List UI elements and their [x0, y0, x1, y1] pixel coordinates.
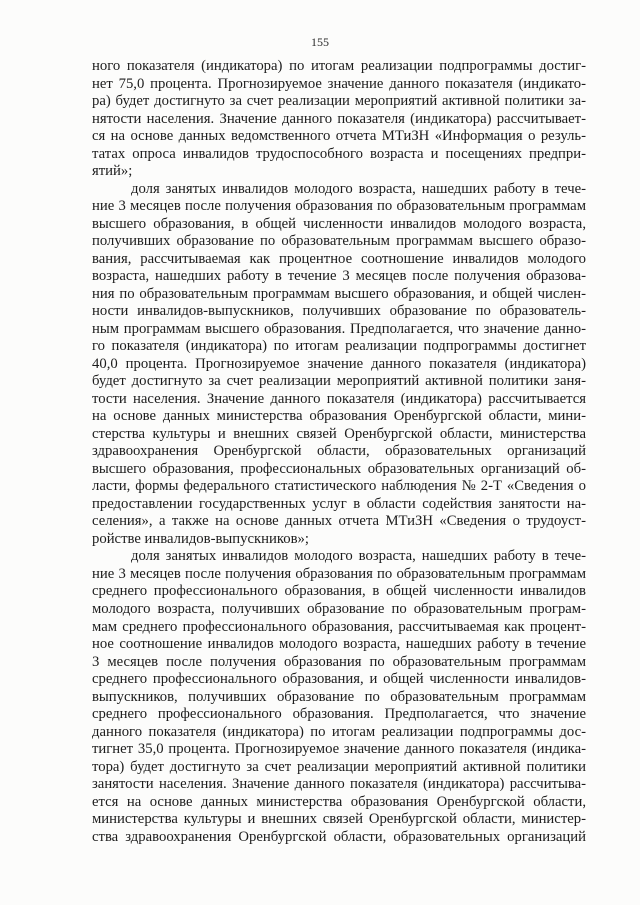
text-line: на основе данных министерства образования Оренбургской области, мини- — [92, 408, 586, 425]
text-line: занятости населения. Значение данного показателя (индикатора) рассчитыва- — [92, 776, 586, 793]
text-line: вания, рассчитываемая как процентное соотношение инвалидов молодого — [92, 250, 586, 267]
text-line: ние 3 месяцев после получения образования по образовательным программам — [92, 565, 586, 582]
text-line: 3 месяцев после получения образования по образовательным программам — [92, 653, 586, 670]
text-line: будет достигнуто за счет реализации мероприятий активной политики заня- — [92, 373, 586, 390]
text-line: ра) будет достигнуто за счет реализации мероприятий активной политики за- — [92, 93, 586, 110]
text-line: ласти, формы федерального статистического наблюдения № 2-Т «Сведения о — [92, 478, 587, 495]
paragraph-continued — [92, 58, 586, 181]
text-line: среднего профессионального образования, в общей численности инвалидов — [92, 583, 586, 600]
text-line: нет 75,0 процента. Прогнозируемое значение данного показателя (индикато- — [92, 75, 586, 92]
text-line: высшего образования, профессиональных образовательных организаций об- — [92, 460, 586, 477]
text-line: возраста, нашедших работу в течение 3 месяцев после получения образова- — [92, 268, 586, 285]
text-line: ройстве инвалидов-выпускников»; — [92, 530, 309, 547]
text-line: ного показателя (индикатора) по итогам реализации подпрограммы достиг- — [92, 58, 586, 74]
text-line: ется на основе данных министерства образования Оренбургской области, — [92, 793, 586, 810]
text-line: доля занятых инвалидов молодого возраста, нашедших работу в тече- — [131, 548, 586, 565]
text-line: нятости населения. Значение данного показателя (индикатора) рассчитывает- — [92, 110, 586, 127]
text-line: ся на основе данных ведомственного отчета МТиЗН «Информация о резуль- — [92, 128, 586, 145]
text-line: селения», а также на основе данных отчета МТиЗН «Сведения о трудоуст- — [92, 513, 586, 530]
text-line: 40,0 процента. Прогнозируемое значение данного показателя (индикатора) — [92, 355, 586, 372]
text-line: доля занятых инвалидов молодого возраста, нашедших работу в тече- — [131, 180, 586, 197]
text-line: тигнет 35,0 процента. Прогнозируемое значение данного показателя (индика- — [92, 741, 586, 758]
text-line: министерства культуры и внешних связей Оренбургской области, министер- — [92, 811, 586, 828]
text-line: ства здравоохранения Оренбургской области, образовательных организаций — [92, 828, 586, 845]
text-line: ное соотношение инвалидов молодого возраста, нашедших работу в течение — [92, 636, 586, 653]
text-line: ния по образовательным программам высшего образования, и общей числен- — [92, 285, 586, 302]
text-line: татах опроса инвалидов трудоспособного возраста и посещениях предпри- — [92, 145, 586, 162]
text-line: стерства культуры и внешних связей Оренбургской области, министерства — [92, 425, 586, 442]
text-line: тости населения. Значение данного показателя (индикатора) рассчитывается — [92, 390, 586, 407]
text-line: ние 3 месяцев после получения образования по образовательным программам — [92, 198, 586, 215]
text-line: мам среднего профессионального образования, рассчитываемая как процент- — [92, 618, 586, 635]
paragraph-higher-education-indicator — [92, 181, 586, 549]
paragraph-secondary-vocational-indicator — [92, 548, 586, 846]
text-line: среднего профессионального образования. Предполагается, что значение — [92, 706, 586, 723]
text-line: получивших образование по образовательным программам высшего образо- — [92, 233, 586, 250]
text-line: предоставлении государственных услуг в области содействия занятости на- — [92, 495, 586, 512]
text-line: тора) будет достигнуто за счет реализации мероприятий активной политики — [92, 758, 586, 775]
document-body — [92, 58, 586, 846]
text-line: го показателя (индикатора) по итогам реализации подпрограммы достигнет — [92, 338, 586, 355]
text-line: ным программам высшего образования. Предполагается, что значение данно- — [92, 320, 586, 337]
text-line: ности инвалидов-выпускников, получивших образование по образователь- — [92, 303, 587, 320]
text-line: выпускников, получивших образование по образовательным программам — [92, 688, 586, 705]
text-line: данного показателя (индикатора) по итогам реализации подпрограммы дос- — [92, 723, 586, 740]
text-line: ятий»; — [92, 163, 133, 180]
text-line: здравоохранения Оренбургской области, образовательных организаций — [92, 443, 586, 460]
text-line: среднего профессионального образования, и общей численности инвалидов- — [92, 671, 586, 688]
page-number: 155 — [311, 35, 329, 49]
text-line: высшего образования, в общей численности инвалидов молодого возраста, — [92, 215, 587, 232]
text-line: молодого возраста, получивших образование по образовательным програм- — [92, 600, 586, 617]
